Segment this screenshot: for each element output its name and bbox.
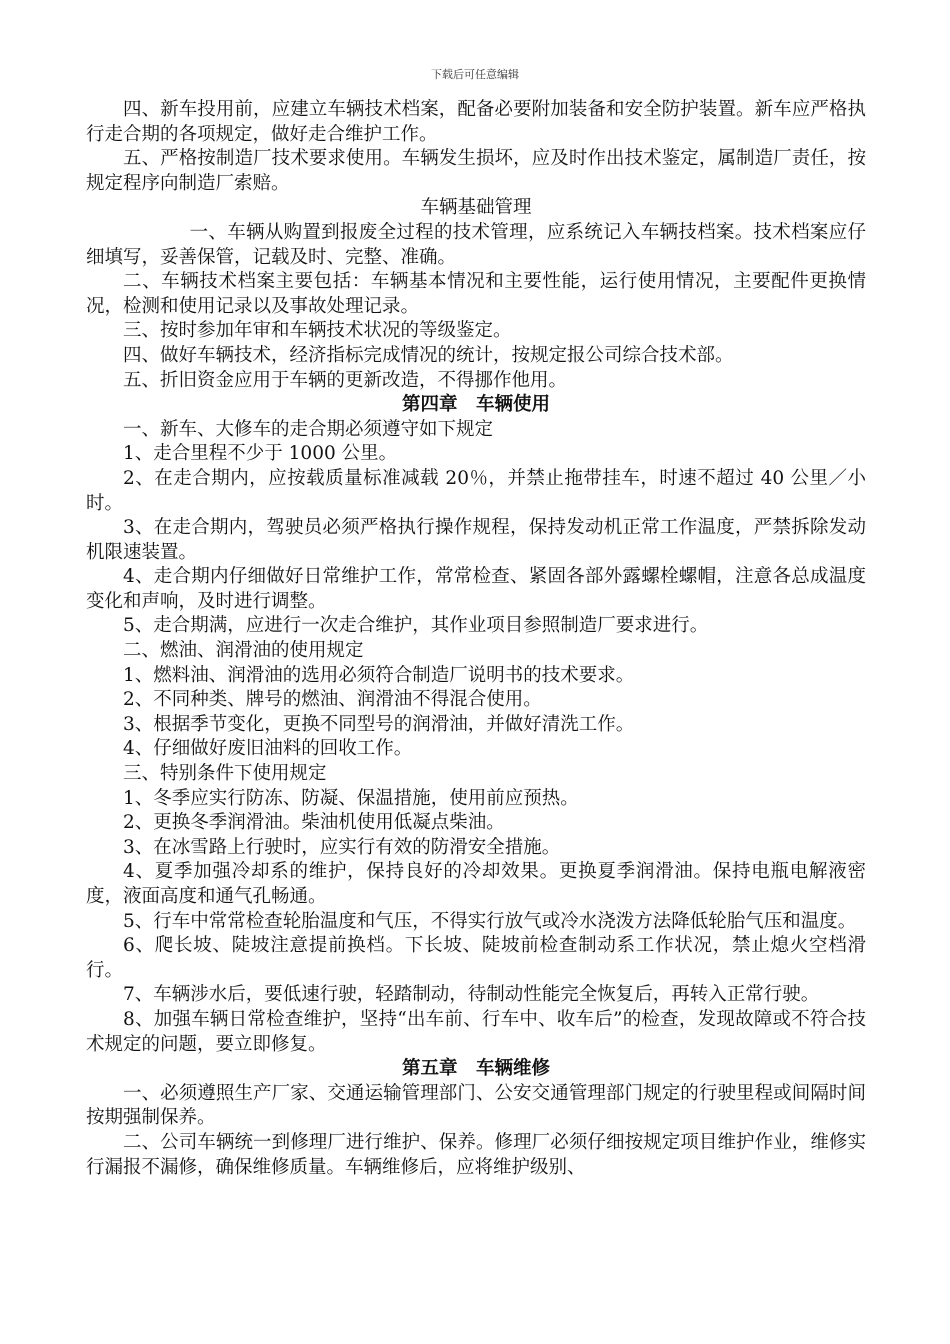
paragraph: 7、车辆涉水后，要低速行驶，轻踏制动，待制动性能完全恢复后，再转入正常行驶。 bbox=[123, 984, 820, 1006]
paragraph: 二、车辆技术档案主要包括：车辆基本情况和主要性能，运行使用情况，主要配件更换情况，检测和使用记录以及事故处理记录。 bbox=[86, 271, 866, 317]
paragraph: 一、车辆从购置到报废全过程的技术管理，应系统记入车辆技档案。技术档案应仔细填写，妥善保管，记载及时、完整、准确。 bbox=[86, 221, 866, 268]
paragraph: 三、按时参加年审和车辆技术状况的等级鉴定。 bbox=[123, 320, 512, 342]
paragraph: 二、公司车辆统一到修理厂进行维护、保养。修理厂必须仔细按规定项目维护作业，维修实行漏报不漏修，确保维修质量。车辆维修后，应将维护级别、 bbox=[86, 1131, 866, 1178]
paragraph: 四、做好车辆技术，经济指标完成情况的统计，按规定报公司综合技术部。 bbox=[123, 344, 734, 366]
paragraph: 1、走合里程不少于 1000 公里。 bbox=[123, 443, 398, 465]
paragraph: 1、燃料油、润滑油的选用必须符合制造厂说明书的技术要求。 bbox=[123, 664, 635, 686]
paragraph: 4、走合期内仔细做好日常维护工作，常常检查、紧固各部外露螺栓螺帽，注意各总成温度变化和声响，及时进行调整。 bbox=[86, 566, 866, 612]
paragraph: 4、夏季加强冷却系的维护，保持良好的冷却效果。更换夏季润滑油。保持电瓶电解液密度，液面高度和通气孔畅通。 bbox=[86, 861, 866, 907]
paragraph: 4、仔细做好废旧油料的回收工作。 bbox=[123, 738, 413, 760]
paragraph: 8、加强车辆日常检查维护，坚持“出车前、行车中、收车后”的检查，发现故障或不符合技术规定的问题，要立即修复。 bbox=[86, 1008, 866, 1055]
paragraph: 2、更换冬季润滑油。柴油机使用低凝点柴油。 bbox=[123, 812, 505, 834]
paragraph: 四、新车投用前，应建立车辆技术档案，配备必要附加装备和安全防护装置。新车应严格执行走合期的各项规定，做好走合维护工作。 bbox=[86, 99, 866, 145]
paragraph: 3、在走合期内，驾驶员必须严格执行操作规程，保持发动机正常工作温度，严禁拆除发动机限速装置。 bbox=[86, 517, 866, 563]
paragraph: 2、不同种类、牌号的燃油、润滑油不得混合使用。 bbox=[123, 689, 542, 711]
paragraph: 1、冬季应实行防冻、防凝、保温措施，使用前应预热。 bbox=[123, 787, 579, 809]
document-body bbox=[86, 98, 866, 1180]
paragraph: 五、折旧资金应用于车辆的更新改造，不得挪作他用。 bbox=[123, 369, 568, 391]
chapter-heading: 第五章 车辆维修 bbox=[401, 1058, 550, 1080]
paragraph: 6、爬长坡、陡坡注意提前换档。下长坡、陡坡前检查制动系工作状况，禁止熄火空档滑行。 bbox=[86, 935, 866, 981]
paragraph: 二、燃油、润滑油的使用规定 bbox=[123, 640, 364, 662]
paragraph: 五、严格按制造厂技术要求使用。车辆发生损坏，应及时作出技术鉴定，属制造厂责任，按规定程序向制造厂索赔。 bbox=[86, 148, 866, 194]
paragraph: 三、特别条件下使用规定 bbox=[123, 763, 327, 785]
paragraph: 一、新车、大修车的走合期必须遵守如下规定 bbox=[123, 418, 494, 440]
paragraph: 3、根据季节变化，更换不同型号的润滑油，并做好清洗工作。 bbox=[123, 713, 635, 735]
section-heading: 车辆基础管理 bbox=[420, 197, 532, 219]
paragraph: 5、行车中常常检查轮胎温度和气压，不得实行放气或冷水浇泼方法降低轮胎气压和温度。 bbox=[123, 910, 857, 932]
chapter-heading: 第四章 车辆使用 bbox=[401, 394, 550, 416]
paragraph: 一、必须遵照生产厂家、交通运输管理部门、公安交通管理部门规定的行驶里程或间隔时间按期强制保养。 bbox=[86, 1082, 866, 1129]
paragraph: 2、在走合期内，应按载质量标准减载 20％，并禁止拖带挂车，时速不超过 40 公里／小时。 bbox=[86, 467, 866, 514]
paragraph: 3、在冰雪路上行驶时，应实行有效的防滑安全措施。 bbox=[123, 836, 561, 858]
header-note: 下载后可任意编辑 bbox=[431, 68, 519, 81]
paragraph: 5、走合期满，应进行一次走合维护，其作业项目参照制造厂要求进行。 bbox=[123, 615, 709, 637]
